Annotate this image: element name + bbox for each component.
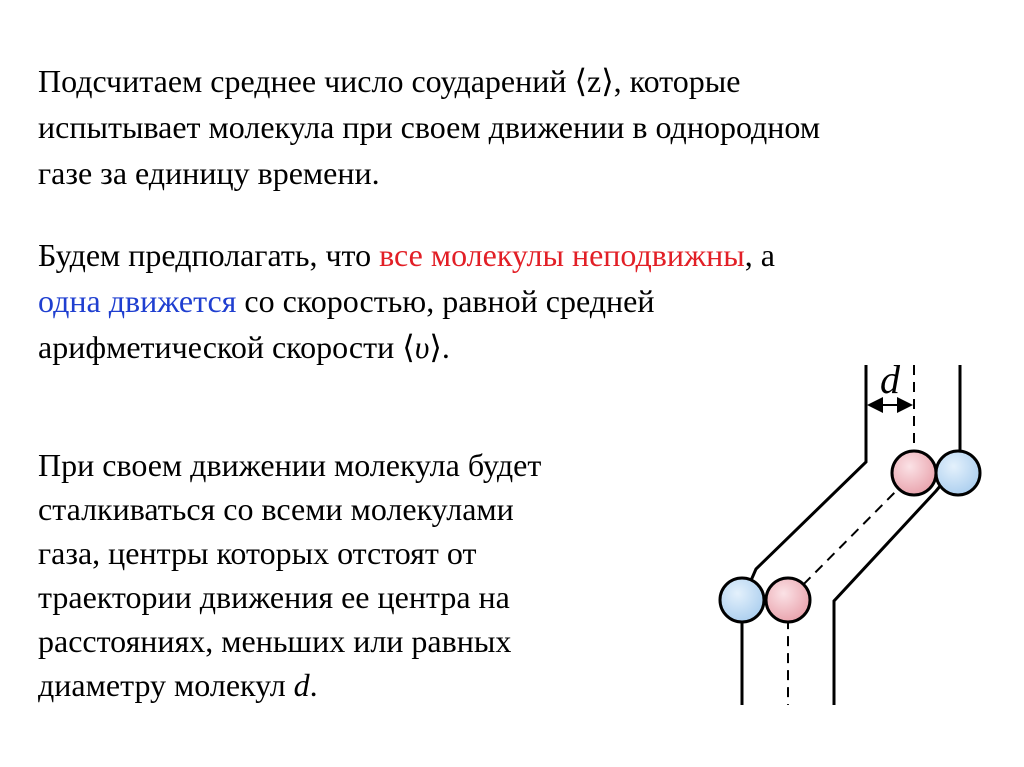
assumption-paragraph — [38, 232, 775, 370]
assumption-line-1 — [38, 232, 775, 278]
diameter-label: d — [880, 357, 900, 402]
collision-paragraph — [38, 443, 541, 707]
molecule-red-top — [892, 451, 936, 495]
highlight-moving: одна движется — [38, 283, 237, 319]
collision-line-2: сталкиваться со всеми молекулами — [38, 491, 514, 527]
assumption-text-3a: арифметической скорости ⟨ — [38, 329, 415, 365]
intro-paragraph — [38, 58, 820, 196]
collision-text-6a: диаметру молекул — [38, 667, 294, 703]
velocity-symbol: υ — [414, 329, 430, 365]
assumption-line-2 — [38, 278, 775, 324]
molecule-red-bottom — [766, 578, 810, 622]
assumption-text-2: со скоростью, равной средней — [236, 283, 655, 319]
intro-line-3: газе за единицу времени. — [38, 155, 380, 191]
intro-line-1: Подсчитаем среднее число соударений ⟨z⟩, которые — [38, 63, 741, 99]
highlight-stationary: все молекулы неподвижны — [379, 237, 745, 273]
assumption-text-1a: Будем предполагать, что — [38, 237, 380, 273]
collision-line-1: При своем движении молекула будет — [38, 447, 542, 483]
collision-cylinder-diagram — [700, 355, 1000, 715]
collision-line-3: газа, центры которых отстоят от — [38, 535, 477, 571]
collision-text-6b: . — [309, 667, 318, 703]
assumption-text-3b: ⟩. — [429, 329, 450, 365]
collision-line-6 — [38, 663, 541, 707]
assumption-line-3 — [38, 324, 775, 370]
molecule-blue-bottom — [720, 578, 764, 622]
diameter-symbol: d — [293, 667, 310, 703]
tube-left-wall — [742, 365, 866, 705]
intro-line-2: испытывает молекула при своем движении в однородном — [38, 109, 821, 145]
molecule-blue-top — [936, 451, 980, 495]
collision-line-5: расстояниях, меньших или равных — [38, 623, 512, 659]
collision-line-4: траектории движения ее центра на — [38, 579, 510, 615]
assumption-text-1b: , а — [744, 237, 775, 273]
